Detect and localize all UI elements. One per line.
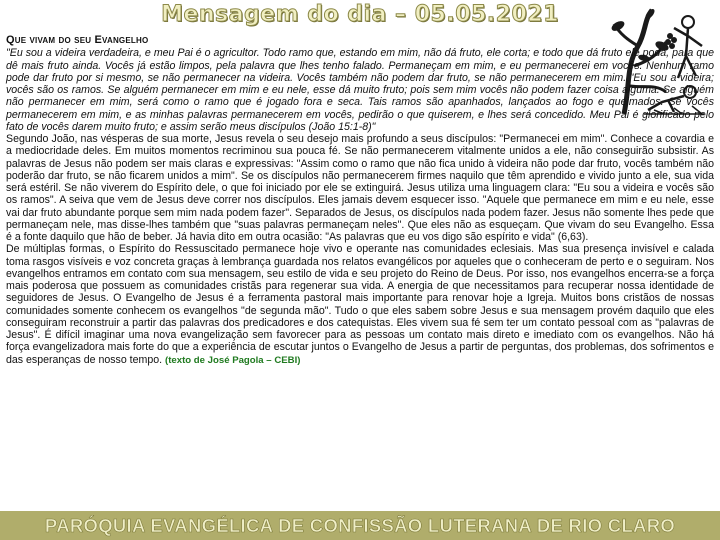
author-credit: (texto de José Pagola – CEBI) xyxy=(165,354,301,366)
section-title xyxy=(6,34,714,46)
section-title-lead: Que vivam do seu xyxy=(6,34,95,46)
footer-parish-name: PARÓQUIA EVANGÉLICA DE CONFISSÃO LUTERANA DE RIO CLARO xyxy=(44,515,676,536)
page-title: Mensagem do dia – 05.05.2021 xyxy=(161,2,559,27)
article-paragraph-2-text: De múltiplas formas, o Espírito do Ressuscitado permanece hoje vivo e operante nas comunidades eclesiais. Mas sua presença invisível e calada toma rasgos visíveis e voz concreta graças à lembrança guardada nos relatos evangélicos por aqueles que o conheceram de perto e o seguiram. Nos evangelhos entramos em contato com sua mensagem, seu estilo de vida e seu projeto do Reino de Deus. Por isso, nos evangelhos encerra-se a força mais poderosa que possuem as comunidades cristãs para regenerar sua vida. A energia de que necessitamos para recuperar nossa identidade de seguidores de Jesus. O Evangelho de Jesus é a ferramenta pastoral mais importante para renovar hoje a Igreja. Muitos bons cristãos de nossas comunidades somente conhecem os evangelhos "de segunda mão". Tudo o que eles sabem sobre Jesus e sua mensagem provém daquilo que eles conseguiram reconstruir a partir das palavras dos predicadores e dos catequistas. Eles vivem sua fé sem ter um contato pessoal com as "palavras de Jesus". É difícil imaginar uma nova evangelização sem favorecer para as pessoas um contato mais direto e imediato com os evangelhos. Não há força evangelizadora mais forte do que a experiência de escutar juntos o Evangelho de Jesus a partir de perguntas, dos problemas, dos sofrimentos e das esperanças de nosso tempo. xyxy=(6,243,714,366)
section-title-tail: Evangelho xyxy=(94,34,149,46)
article-body xyxy=(6,34,714,367)
scripture-quote: "Eu sou a videira verdadeira, e meu Pai é o agricultor. Todo ramo que, estando em mim, não dá fruto, ele corta; e todo que dá fruto ele poda, para que dê mais fruto ainda. Vocês já estão limpos, pela palavra que lhes tenho falado. Permaneçam em mim, e eu permanecerei em vocês. Nenhum ramo pode dar fruto por si mesmo, se não permanecer na videira. Vocês também não podem dar fruto, se não permanecerem em mim. "Eu sou a videira; vocês são os ramos. Se alguém permanecer em mim e eu nele, esse dá muito fruto; pois sem mim vocês não podem fazer coisa alguma. Se alguém não permanecer em mim, será como o ramo que é jogado fora e seca. Tais ramos são apanhados, lançados ao fogo e queimados. Se vocês permanecerem em mim, e as minhas palavras permanecerem em vocês, pedirão o que quiserem, e lhes será concedido. Meu Pai é glorificado pelo fato de vocês darem muito fruto; e assim serão meus discípulos (João 15:1-8)" xyxy=(6,47,714,133)
article-paragraph-2 xyxy=(6,243,714,367)
footer-band xyxy=(0,511,720,540)
article-paragraph-1: Segundo João, nas vésperas de sua morte, Jesus revela o seu desejo mais profundo a seus discípulos: "Permanecei em mim". Conhece a covardia e a mediocridade deles. Em muitos momentos recriminou sua pouca fé. Se não permanecerem vitalmente unidos a ele, não conseguirão subsistir. As palavras de Jesus não podem ser mais claras e expressivas: "Assim como o ramo que não fica unido à videira não pode dar fruto, vocês também não poderão dar fruto, se não ficarem unidos a mim". Se os discípulos não permanecerem firmes naquilo que têm aprendido e vivido junto a ele, sua vida será estéril. Se não viverem do Espírito dele, o que foi iniciado por ele se extinguirá. Jesus utiliza uma linguagem clara: "Eu sou a videira e vocês são os ramos". A seiva que vem de Jesus deve correr nos discípulos. Eles jamais devem esquecer isso. "Aquele que permanece em mim e eu nele, esse vai dar fruto abundante porque sem mim nada podem fazer". Separados de Jesus, os discípulos nada podem fazer. Jesus não somente lhes pede que permaneçam nele, mas disse-lhes também que "suas palavras permaneçam neles". Que eles não as esqueçam. Que vivam do seu Evangelho. Essa é a fonte daquilo que hão de beber. Já havia dito em outra ocasião: "As palavras que eu vos digo são espírito e vida" (6,63). xyxy=(6,133,714,243)
